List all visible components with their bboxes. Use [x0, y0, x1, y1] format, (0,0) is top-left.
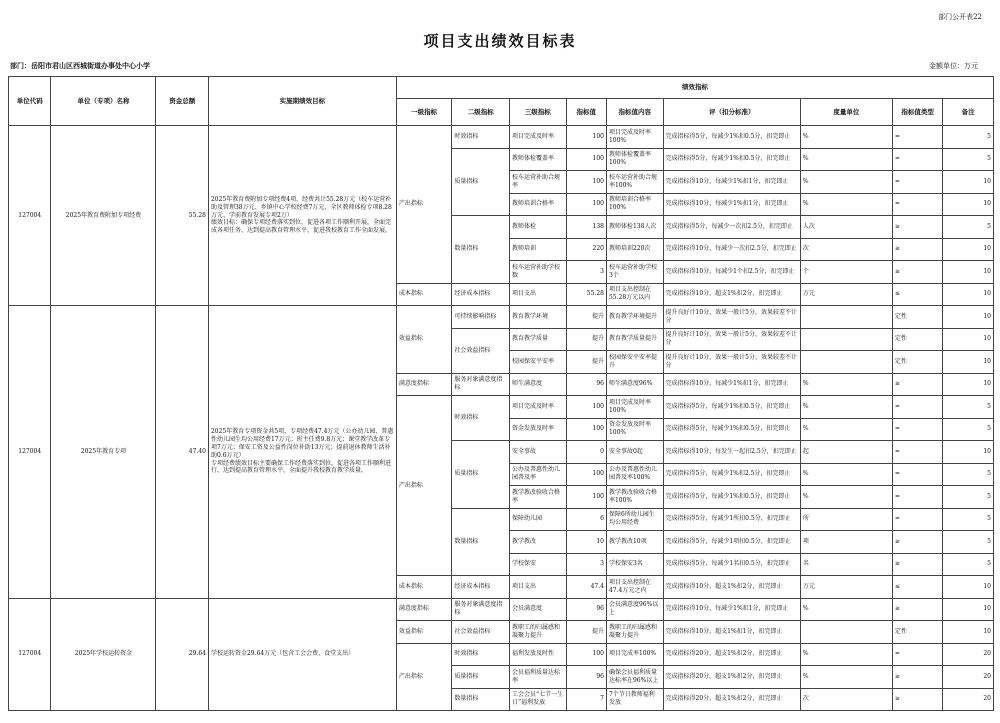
- remark: 10: [943, 373, 994, 396]
- value-type: ≥: [892, 373, 943, 396]
- scoring-standard: 完成指标得10分，每减少1个扣2.5分，扣完即止: [663, 261, 800, 284]
- measure-unit: [800, 306, 892, 329]
- indicator-content: 项目完成及时率100%: [606, 126, 663, 149]
- indicator-level1: 产出指标: [396, 126, 452, 284]
- indicator-value: 100: [566, 643, 606, 666]
- value-type: =: [892, 441, 943, 464]
- indicator-content: 7个节日教师福利发放: [606, 688, 663, 711]
- indicator-value: 100: [566, 148, 606, 171]
- scoring-standard: 完成指标得5分，每减少1名扣0.5分，扣完即止: [663, 553, 800, 576]
- indicator-content: 安全事故0起: [606, 441, 663, 464]
- header-l1: 一级指标: [396, 99, 452, 126]
- value-type: ≥: [892, 688, 943, 711]
- indicator-content: 项目支出控制在47.4万元之内: [606, 576, 663, 599]
- scoring-standard: 完成指标得5分，每减少1%扣0.5分，扣完即止: [663, 126, 800, 149]
- value-type: ≥: [892, 531, 943, 554]
- indicator-value: 55.28: [566, 283, 606, 306]
- project-amount: 29.64: [156, 598, 209, 711]
- indicator-level3: 福利发放及时性: [510, 643, 567, 666]
- remark: 20: [943, 688, 994, 711]
- scoring-standard: 提升良好计10分，效果一般计5分，效果较差不计分: [663, 306, 800, 329]
- indicator-value: 7: [566, 688, 606, 711]
- measure-unit: 名: [800, 553, 892, 576]
- remark: 5: [943, 553, 994, 576]
- scoring-standard: 提升良好计10分，效果一般计5分，效果较差不计分: [663, 328, 800, 351]
- indicator-level3: 校车运营补助学校数: [510, 261, 567, 284]
- header-type: 指标值类型: [892, 99, 943, 126]
- indicator-content: 校车运营补助合规率100%: [606, 171, 663, 194]
- indicator-content: 公办及普惠性幼儿园普及率100%: [606, 463, 663, 486]
- indicator-level3: 校车运营补助合规率: [510, 171, 567, 194]
- indicator-content: 教师培训合格率100%: [606, 193, 663, 216]
- indicator-content: 师生满意度96%: [606, 373, 663, 396]
- indicator-level2: 社会效益指标: [452, 621, 510, 644]
- remark: 5: [943, 216, 994, 239]
- indicator-value: 138: [566, 216, 606, 239]
- measure-unit: 个: [800, 261, 892, 284]
- unit-code: 127004: [9, 598, 51, 711]
- remark: 10: [943, 621, 994, 644]
- remark: 5: [943, 463, 994, 486]
- indicator-level3: 教职工的归属感和凝聚力提升: [510, 621, 567, 644]
- indicator-level3: 教师培训合格率: [510, 193, 567, 216]
- indicator-content: 项目完成率100%: [606, 643, 663, 666]
- indicator-level2: 质量指标: [452, 148, 510, 216]
- value-type: =: [892, 193, 943, 216]
- indicator-level3: 公办及普惠性幼儿园普及率: [510, 463, 567, 486]
- indicator-level2: 社会效益指标: [452, 328, 510, 373]
- indicator-level1: 成本指标: [396, 283, 452, 306]
- indicator-level3: 工会会员“七节一生日”福利发放: [510, 688, 567, 711]
- remark: 10: [943, 576, 994, 599]
- measure-unit: %: [800, 373, 892, 396]
- indicator-level2: 数量指标: [452, 216, 510, 284]
- indicator-level3: 资金发放及时率: [510, 418, 567, 441]
- indicator-level2: 经济成本指标: [452, 576, 510, 599]
- indicator-level2: 质量指标: [452, 441, 510, 509]
- remark: 10: [943, 441, 994, 464]
- indicator-level3: 项目完成及时率: [510, 126, 567, 149]
- measure-unit: 项: [800, 531, 892, 554]
- scoring-standard: 完成指标得20分，超支1%扣2分，扣完即止: [663, 643, 800, 666]
- value-type: 定性: [892, 306, 943, 329]
- scoring-standard: 完成指标得10分，超支1%扣2分，扣完即止: [663, 283, 800, 306]
- measure-unit: %: [800, 666, 892, 689]
- header-l3: 三级指标: [510, 99, 567, 126]
- indicator-value: 100: [566, 418, 606, 441]
- header-score: 评（扣分标准）: [663, 99, 800, 126]
- indicator-content: 资金发放及时率100%: [606, 418, 663, 441]
- remark: 10: [943, 261, 994, 284]
- amount-unit-label: 金额单位：万元: [929, 62, 978, 70]
- remark: 5: [943, 126, 994, 149]
- value-type: ≤: [892, 283, 943, 306]
- remark: 10: [943, 306, 994, 329]
- indicator-value: 6: [566, 508, 606, 531]
- measure-unit: 次: [800, 238, 892, 261]
- scoring-standard: 完成指标得10分，超支1%扣1分，扣完即止: [663, 621, 800, 644]
- indicator-value: 提升: [566, 306, 606, 329]
- indicator-value: 提升: [566, 328, 606, 351]
- indicator-value: 3: [566, 261, 606, 284]
- indicator-level3: 项目支出: [510, 576, 567, 599]
- project-goal: 2025年教育专项资金共5项，专项经费47.4万元（公办幼儿园、普惠性幼儿园生均公用经费17万元；班主任费9.8万元；课堂教学改革专项7万元；保安工资及公益性岗位补助13万元；提前退休教师生活补助0.6万元） 专项经费绩效目标主要确保工作经费落实到位，促进各项工作顺利进行，达到提高教育管理水平，全面提升我校教育教学质量。: [208, 306, 396, 599]
- table-row: [9, 126, 994, 149]
- scoring-standard: 完成指标得5分，每减少1项扣0.5分，扣完即止: [663, 531, 800, 554]
- header-l2: 二级指标: [452, 99, 510, 126]
- unit-code: 127004: [9, 306, 51, 599]
- indicator-value: 100: [566, 126, 606, 149]
- unit-code: 127004: [9, 126, 51, 306]
- value-type: 定性: [892, 328, 943, 351]
- header-goal: 实施期绩效目标: [208, 77, 396, 126]
- measure-unit: %: [800, 126, 892, 149]
- scoring-standard: 完成指标得10分，每发生一起扣2.5分，扣完即止: [663, 441, 800, 464]
- indicator-content: 项目完成及时率100%: [606, 396, 663, 419]
- indicator-value: 3: [566, 553, 606, 576]
- value-type: ≥: [892, 666, 943, 689]
- scoring-standard: 完成指标得10分，每减少1%扣1分，扣完即止: [663, 193, 800, 216]
- indicator-level3: 教师体检: [510, 216, 567, 239]
- indicator-level2: 经济成本指标: [452, 283, 510, 306]
- indicator-level1: 产出指标: [396, 396, 452, 576]
- project-goal: 学校运转资金29.64万元（包含工会会费、食堂支出）: [208, 598, 396, 711]
- value-type: =: [892, 508, 943, 531]
- indicator-content: 校园保安平安率提升: [606, 351, 663, 374]
- measure-unit: 所: [800, 508, 892, 531]
- indicator-content: 项目支出控制在55.28万元以内: [606, 283, 663, 306]
- scoring-standard: 完成指标得5分，每减少1%扣0.5分，扣完即止: [663, 396, 800, 419]
- indicator-level3: 会员满意度: [510, 598, 567, 621]
- indicator-level1: 效益指标: [396, 306, 452, 374]
- indicator-value: 96: [566, 598, 606, 621]
- indicator-level2: 数量指标: [452, 688, 510, 711]
- scoring-standard: 提升良好计10分，效果一般计5分，效果较差不计分: [663, 351, 800, 374]
- indicator-content: 学校保安3名: [606, 553, 663, 576]
- indicator-content: 校车运营补助学校3个: [606, 261, 663, 284]
- remark: 5: [943, 531, 994, 554]
- indicator-value: 220: [566, 238, 606, 261]
- indicator-level3: 教师体检覆盖率: [510, 148, 567, 171]
- scoring-standard: 完成指标得10分，超支1%扣2分，扣完即止: [663, 576, 800, 599]
- scoring-standard: 完成指标得10分，每减少1%扣1分，扣完即止: [663, 373, 800, 396]
- measure-unit: %: [800, 193, 892, 216]
- header-measure: 度量单位: [800, 99, 892, 126]
- scoring-standard: 完成指标得10分，每减少1%扣1分，扣完即止: [663, 171, 800, 194]
- table-body: [9, 126, 994, 711]
- value-type: ≥: [892, 216, 943, 239]
- remark: 10: [943, 328, 994, 351]
- indicator-content: 教师体检覆盖率100%: [606, 148, 663, 171]
- indicator-value: 100: [566, 171, 606, 194]
- measure-unit: %: [800, 486, 892, 509]
- table-row: [9, 306, 994, 329]
- measure-unit: 万元: [800, 283, 892, 306]
- indicator-value: 100: [566, 193, 606, 216]
- indicator-level3: 保障幼儿园: [510, 508, 567, 531]
- remark: 10: [943, 351, 994, 374]
- indicator-level1: 满意度指标: [396, 373, 452, 396]
- performance-table: [8, 76, 994, 711]
- indicator-level3: 教师培训: [510, 238, 567, 261]
- indicator-level2: 服务对象满意度指标: [452, 598, 510, 621]
- page-title: 项目支出绩效目标表: [423, 32, 577, 50]
- header-note: 备注: [943, 99, 994, 126]
- measure-unit: %: [800, 148, 892, 171]
- indicator-content: 保障6所幼儿园生均公用经费: [606, 508, 663, 531]
- remark: 10: [943, 171, 994, 194]
- indicator-content: 教师体检138人次: [606, 216, 663, 239]
- measure-unit: [800, 351, 892, 374]
- indicator-content: 教职工的归属感和凝聚力提升: [606, 621, 663, 644]
- value-type: =: [892, 418, 943, 441]
- measure-unit: 次: [800, 688, 892, 711]
- value-type: ≥: [892, 238, 943, 261]
- header-val: 指标值: [566, 99, 606, 126]
- indicator-level2: 时效指标: [452, 396, 510, 441]
- indicator-level3: 教学教改验收合格率: [510, 486, 567, 509]
- measure-unit: %: [800, 396, 892, 419]
- indicator-level2: 时效指标: [452, 643, 510, 666]
- page-corner-label: 部门公开表22: [938, 13, 982, 21]
- indicator-level1: 成本指标: [396, 576, 452, 599]
- scoring-standard: 完成指标得5分，每减少1所扣0.5分，扣完即止: [663, 508, 800, 531]
- value-type: =: [892, 171, 943, 194]
- remark: 10: [943, 238, 994, 261]
- scoring-standard: 完成指标得5分，每减少一次扣2.5分，扣完即止: [663, 216, 800, 239]
- measure-unit: [800, 328, 892, 351]
- indicator-level3: 学校保安: [510, 553, 567, 576]
- header-code: 单位代码: [9, 77, 51, 126]
- header-name: 单位（专项）名称: [51, 77, 156, 126]
- remark: 5: [943, 396, 994, 419]
- scoring-standard: 完成指标得5分，每减少1%扣2.5分，扣完即止: [663, 463, 800, 486]
- project-name: 2025年学校运转资金: [51, 598, 156, 711]
- indicator-content: 确保会员福利质量达标率在96%以上: [606, 666, 663, 689]
- scoring-standard: 完成指标得10分，每减少一次扣2.5分，扣完即止: [663, 238, 800, 261]
- value-type: ≥: [892, 598, 943, 621]
- remark: 5: [943, 508, 994, 531]
- indicator-level3: 会员福利质量达标率: [510, 666, 567, 689]
- indicator-level2: 质量指标: [452, 666, 510, 689]
- indicator-value: 100: [566, 396, 606, 419]
- value-type: 定性: [892, 351, 943, 374]
- scoring-standard: 完成指标得20分，超支1%扣2分，扣完即止: [663, 688, 800, 711]
- scoring-standard: 完成指标得5分，每减少1%扣0.5分，扣完即止: [663, 148, 800, 171]
- indicator-level3: 教育教学环境: [510, 306, 567, 329]
- project-goal: 2025年教育费附加专项经费4项，经费共计55.28万元（校车运营补助及管理38万元、乡镇中心学校经费7万元、全区教师体检专项8.28万元、学前教育发展专项2万） 绩效目标：确保专项经费落实到位，促进各项工作顺利开展，全面完成各项任务，达到提高教育管理水平，促进我校教育工作全面发展。: [208, 126, 396, 306]
- indicator-value: 提升: [566, 351, 606, 374]
- remark: 5: [943, 148, 994, 171]
- scoring-standard: 完成指标得5分，每减少1%扣0.5分，扣完即止: [663, 486, 800, 509]
- remark: 10: [943, 193, 994, 216]
- remark: 5: [943, 418, 994, 441]
- value-type: =: [892, 486, 943, 509]
- value-type: ≥: [892, 553, 943, 576]
- header-amount: 资金总额: [156, 77, 209, 126]
- project-amount: 55.28: [156, 126, 209, 306]
- measure-unit: %: [800, 643, 892, 666]
- value-type: =: [892, 126, 943, 149]
- indicator-level1: 满意度指标: [396, 598, 452, 621]
- indicator-level3: 项目支出: [510, 283, 567, 306]
- indicator-value: 100: [566, 486, 606, 509]
- remark: 10: [943, 598, 994, 621]
- remark: 10: [943, 283, 994, 306]
- project-amount: 47.40: [156, 306, 209, 599]
- measure-unit: %: [800, 171, 892, 194]
- indicator-level3: 安全事故: [510, 441, 567, 464]
- measure-unit: 万元: [800, 576, 892, 599]
- indicator-level3: 项目完成及时率: [510, 396, 567, 419]
- value-type: ≥: [892, 261, 943, 284]
- table-row: [9, 598, 994, 621]
- indicator-content: 教师培训220次: [606, 238, 663, 261]
- indicator-value: 100: [566, 463, 606, 486]
- header-content: 指标值内容: [606, 99, 663, 126]
- indicator-value: 0: [566, 441, 606, 464]
- value-type: =: [892, 396, 943, 419]
- value-type: =: [892, 463, 943, 486]
- indicator-content: 教育教学质量提升: [606, 328, 663, 351]
- header-perf: 绩效指标: [396, 77, 993, 99]
- value-type: ≤: [892, 576, 943, 599]
- measure-unit: %: [800, 418, 892, 441]
- indicator-level3: 师生满意度: [510, 373, 567, 396]
- measure-unit: %: [800, 463, 892, 486]
- indicator-level3: 校园保安平安率: [510, 351, 567, 374]
- measure-unit: 人次: [800, 216, 892, 239]
- department-label: 部门：岳阳市君山区西城街道办事处中心小学: [10, 61, 150, 70]
- scoring-standard: 完成指标得20分，超支1%扣2分，扣完即止: [663, 666, 800, 689]
- indicator-content: 会员满意度96%以上: [606, 598, 663, 621]
- value-type: =: [892, 643, 943, 666]
- measure-unit: 起: [800, 441, 892, 464]
- indicator-level1: 效益指标: [396, 621, 452, 644]
- value-type: =: [892, 148, 943, 171]
- project-name: 2025年教育专项: [51, 306, 156, 599]
- indicator-level2: 服务对象满意度指标: [452, 373, 510, 396]
- indicator-content: 教学教改验收合格率100%: [606, 486, 663, 509]
- scoring-standard: 完成指标得5分，每减少1%扣0.5分，扣完即止: [663, 418, 800, 441]
- indicator-value: 96: [566, 666, 606, 689]
- measure-unit: [800, 621, 892, 644]
- scoring-standard: 完成指标得10分，每减少1%扣1分，扣完即止: [663, 598, 800, 621]
- indicator-level2: 数量指标: [452, 508, 510, 576]
- remark: 5: [943, 486, 994, 509]
- remark: 20: [943, 666, 994, 689]
- indicator-value: 96: [566, 373, 606, 396]
- indicator-level1: 产出指标: [396, 643, 452, 711]
- indicator-value: 提升: [566, 621, 606, 644]
- indicator-level2: 时效指标: [452, 126, 510, 149]
- indicator-content: 教学教改10项: [606, 531, 663, 554]
- remark: 20: [943, 643, 994, 666]
- indicator-level3: 教学教改: [510, 531, 567, 554]
- indicator-level2: 可持续影响指标: [452, 306, 510, 329]
- indicator-level3: 教育教学质量: [510, 328, 567, 351]
- indicator-content: 教育教学环境提升: [606, 306, 663, 329]
- measure-unit: %: [800, 598, 892, 621]
- project-name: 2025年教育费附加专项经费: [51, 126, 156, 306]
- indicator-value: 47.4: [566, 576, 606, 599]
- indicator-value: 10: [566, 531, 606, 554]
- value-type: 定性: [892, 621, 943, 644]
